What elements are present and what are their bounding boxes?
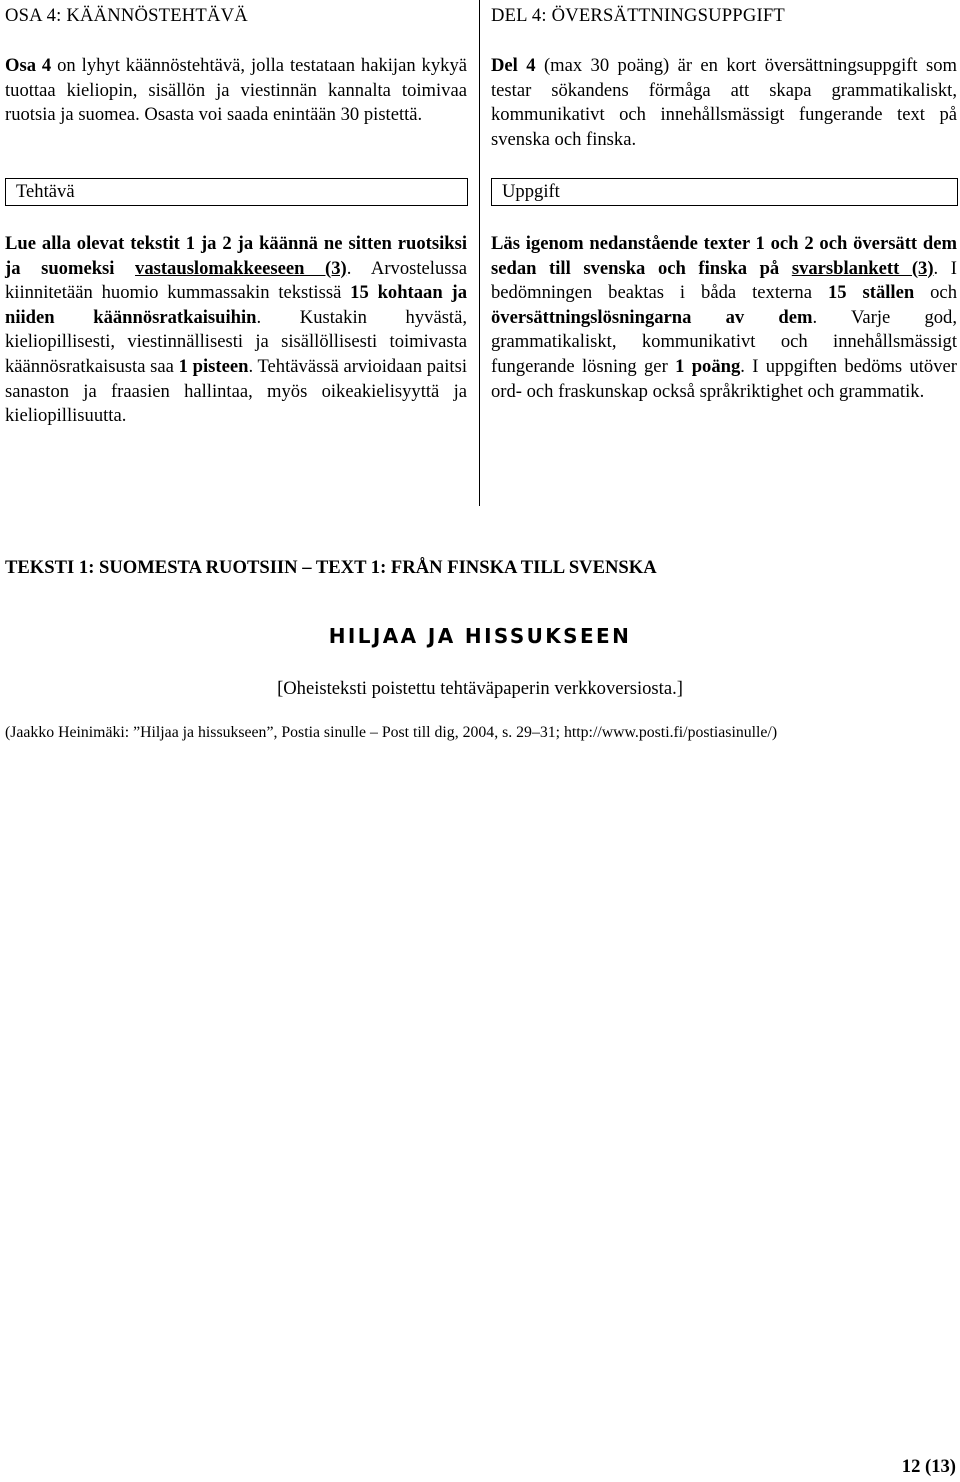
page-number: 12 (13)	[901, 1456, 956, 1477]
column-divider	[479, 0, 480, 506]
swedish-task-text	[491, 232, 957, 404]
finnish-intro-text: on lyhyt käännöstehtävä, jolla testataan hakijan kykyä tuottaa kieliopin, sisällön ja viestinnän kannalta toimivaa ruotsia ja suomea. Osasta voi saada enintään 30 pistettä.	[5, 55, 467, 126]
swedish-intro-lead: Del 4	[491, 55, 536, 76]
section-title: TEKSTI 1: SUOMESTA RUOTSIIN – TEXT 1: FRÅN FINSKA TILL SVENSKA	[5, 557, 657, 578]
swedish-task-mid: . Varje god, grammatikaliskt, kommunikativt och innehållsmässigt fungerande lösning ger	[491, 306, 957, 377]
swedish-task-label-box	[491, 178, 958, 206]
finnish-task-score: 1 pisteen	[178, 355, 249, 377]
finnish-task-bold: Lue alla olevat tekstit 1 ja 2 ja käännä ne sitten ruotsiksi ja suomeksi	[5, 233, 467, 279]
swedish-answer-sheet-ref: svarsblankett (3)	[791, 257, 934, 279]
finnish-answer-sheet-ref: vastauslomakkeeseen (3)	[135, 257, 347, 279]
finnish-task-label: Tehtävä	[16, 181, 75, 202]
swedish-task-after-link: . I bedömningen beaktas i båda texterna	[491, 257, 957, 304]
swedish-task-end: . I uppgiften bedöms utöver ord- och fraskunskap också språkriktighet och grammatik.	[491, 355, 957, 402]
finnish-intro-lead: Osa 4	[5, 55, 52, 76]
finnish-task-points: 15 kohtaan ja niiden käännösratkaisuihin	[5, 282, 467, 328]
finnish-task-mid: . Kustakin hyvästä, kieliopillisesti, viestinnällisesti ja sisällöllisesti toimivasta käännösratkaisusta saa	[5, 306, 467, 377]
swedish-intro-text: (max 30 poäng) är en kort översättningsuppgift som testar sökandens förmåga att skapa grammatikaliskt, kommunikativt och innehållsmässigt fungerande text på svenska och finska.	[491, 55, 957, 150]
swedish-task-points: 15 ställen	[827, 282, 915, 304]
swedish-task-solutions: översättningslösningarna av dem	[491, 306, 813, 328]
swedish-intro	[491, 54, 957, 152]
removed-text-note: [Oheisteksti poistettu tehtäväpaperin verkkoversiosta.]	[277, 678, 683, 699]
source-citation: (Jaakko Heinimäki: ”Hiljaa ja hissukseen”, Postia sinulle – Post till dig, 2004, s. 29–31; http://www.posti.fi/postiasinulle/)	[5, 724, 778, 741]
finnish-task-text	[5, 232, 467, 429]
swedish-task-score: 1 poäng	[675, 355, 741, 377]
finnish-task-label-box	[5, 178, 468, 206]
swedish-task-och: och	[914, 282, 957, 304]
finnish-task-after-link: . Arvostelussa kiinnitetään huomio kummassakin tekstissä	[5, 257, 467, 304]
finnish-heading: OSA 4: KÄÄNNÖSTEHTÄVÄ	[5, 5, 248, 26]
finnish-task-end: . Tehtävässä arvioidaan paitsi sanaston ja fraasien hallintaa, myös oikeakielisyyttä ja kieliopillisuutta.	[5, 355, 467, 427]
swedish-task-bold: Läs igenom nedanstående texter 1 och 2 och översätt dem sedan till svenska och finska på	[491, 233, 957, 279]
story-title: HILJAA JA HISSUKSEEN	[328, 624, 632, 648]
swedish-task-label: Uppgift	[502, 181, 560, 202]
finnish-intro	[5, 54, 467, 128]
swedish-heading: DEL 4: ÖVERSÄTTNINGSUPPGIFT	[491, 5, 785, 26]
